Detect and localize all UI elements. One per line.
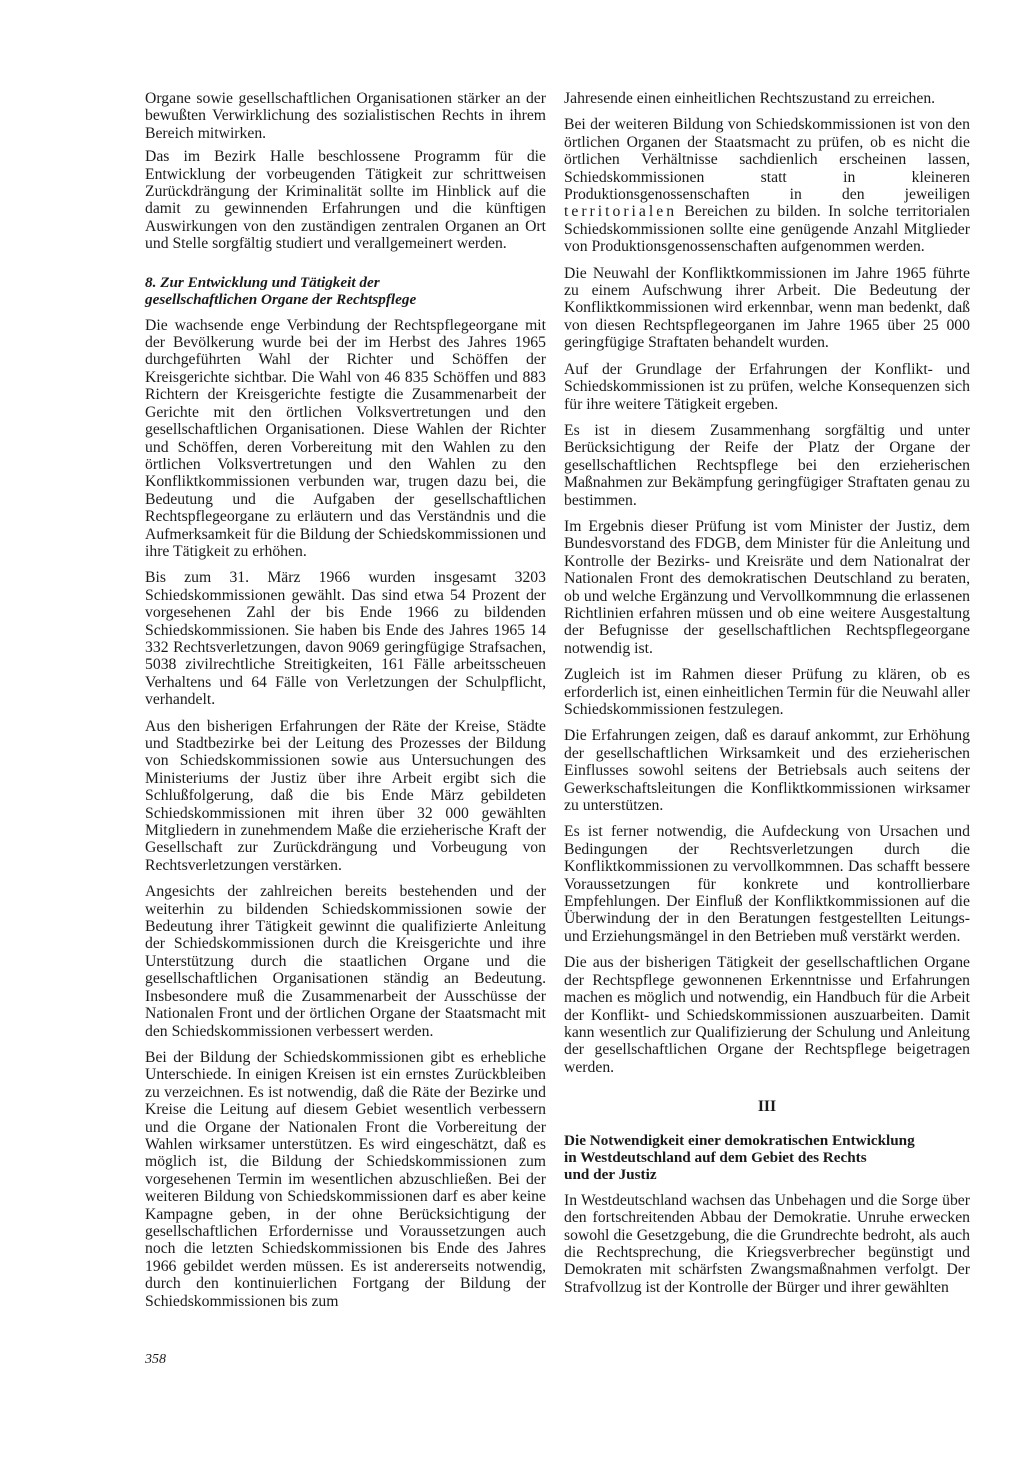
paragraph: Organe sowie gesellschaftlichen Organisationen stärker an der bewußten Verwirklichung des sozialistischen Rechts in ihrem Bereich mitwirken. — [145, 90, 546, 142]
right-column — [564, 90, 970, 1305]
paragraph: In Westdeutschland wachsen das Unbehagen und die Sorge über den fortschreitenden Abbau der Demokratie. Unruhe erwecken sowohl die Gesetzgebung, die die Grundrechte bedroht, als auch die Rechtsprechung, die Kriegsverbrecher begünstigt und Demokraten mit schärfsten Zwangsmaßnahmen verfolgt. Der Strafvollzug ist der Kontrolle der Bürger und ihrer gewählten — [564, 1191, 970, 1296]
paragraph: Bis zum 31. März 1966 wurden insgesamt 3203 Schiedskommissionen gewählt. Das sind etwa 54 Prozent der vorgesehenen Zahl der bis Ende 1966 zu bildenden Schiedskommissionen. Sie haben bis Ende des Jahres 1965 14 332 Rechtsverletzungen, davon 9069 geringfügige Strafsachen, 5038 zivilrechtliche Streitigkeiten, 161 Fälle arbeitsscheuen Verhaltens und 64 Fälle von Verletzungen der Schulpflicht, verhandelt. — [145, 569, 546, 709]
page-number: 358 — [145, 1352, 166, 1367]
paragraph — [564, 116, 970, 255]
paragraph: Die aus der bisherigen Tätigkeit der gesellschaftlichen Organe der Rechtspflege gewonnenen Erkenntnisse und Erfahrungen machen es möglich und notwendig, ein Handbuch für die Arbeit der Konflikt- und Schiedskommissionen auszuarbeiten. Damit kann wesentlich zur Qualifizierung der Schulung und Anleitung der gesellschaftlichen Organe der Rechtspflege beigetragen werden. — [564, 954, 970, 1076]
paragraph: Im Ergebnis dieser Prüfung ist vom Minister der Justiz, dem Bundesvorstand des FDGB, dem Minister für die Anleitung und Kontrolle der Bezirks- und Kreisräte und dem Nationalrat der Nationalen Front des demokratischen Deutschland zu beraten, ob und welche Ergänzung und Vervollkommnung die erlassenen Richtlinien erfahren müssen und ob eine weitere Ausgestaltung der Befugnisse der gesellschaftlichen Rechtspflegeorgane notwendig ist. — [564, 517, 970, 657]
paragraph: Es ist in diesem Zusammenhang sorgfältig und unter Berücksichtigung der Reife der Platz der Organe der gesellschaftlichen Rechtspflege bei den erzieherischen Maßnahmen zur Bekämpfung geringfügiger Straftaten genau zu bestimmen. — [564, 421, 970, 509]
paragraph: Die Neuwahl der Konfliktkommissionen im Jahre 1965 führte zu einem Aufschwung ihrer Arbeit. Die Bedeutung der Konfliktkommissionen wird erkennbar, wenn man bedenkt, daß von diesen Rechtspflegeorganen im Jahre 1965 über 25 000 geringfügige Straftaten behandelt wurden. — [564, 264, 970, 352]
paragraph: Aus den bisherigen Erfahrungen der Räte der Kreise, Städte und Stadtbezirke bei der Leitung des Prozesses der Bildung von Schiedskommissionen sowie aus Untersuchungen des Ministeriums der Justiz über ihre Arbeit ergibt sich die Schlußfolgerung, daß die bis Ende März gebildeten Schiedskommissionen mit ihren über 32 000 gewählten Mitgliedern in zunehmendem Maße die erzieherische Kraft der Gesellschaft zur Zurückdrängung und Vorbeugung von Rechtsverletzungen verstärken. — [145, 717, 546, 874]
paragraph: Angesichts der zahlreichen bereits bestehenden und der weiterhin zu bildenden Schiedskommissionen sowie der Bedeutung ihrer Tätigkeit gewinnt die qualifizierte Anleitung der Schiedskommissionen durch die Kreisgerichte und ihre Unterstützung durch die staatlichen Organe und die gesellschaftlichen Organisationen ständig an Bedeutung. Insbesondere muß die Zusammenarbeit der Ausschüsse der Nationalen Front und der örtlichen Organe der Staatsmacht mit den Schiedskommissionen verbessert werden. — [145, 883, 546, 1040]
chapter-heading-line: und der Justiz — [564, 1166, 657, 1184]
paragraph: Auf der Grundlage der Erfahrungen der Konflikt- und Schiedskommissionen ist zu prüfen, welche Konsequenzen sich für ihre weitere Tätigkeit ergeben. — [564, 360, 970, 413]
paragraph: Die wachsende enge Verbindung der Rechtspflegeorgane mit der Bevölkerung wurde bei der im Herbst des Jahres 1965 durchgeführten Wahl der Richter und Schöffen der Kreisgerichte sichtbar. Die Wahl von 46 835 Schöffen und 883 Richtern der Kreisgerichte festigte die Zusammenarbeit der Gerichte mit den örtlichen Volksvertretungen und den gesellschaftlichen Organisationen. Diese Wahlen der Richter und Schöffen, deren Vorbereitung mit den Wahlen zu den örtlichen Volksvertretungen und den Wahlen zu den Konfliktkommissionen verbunden war, trugen dazu bei, die Bedeutung und die Aufgaben der gesellschaftlichen Rechtspflegeorgane zu erläutern und das Verständnis und die Aufmerksamkeit für die Bildung der Schiedskommissionen und ihre Tätigkeit zu erhöhen. — [145, 316, 546, 560]
chapter-heading — [564, 1132, 970, 1184]
paragraph: Bei der Bildung der Schiedskommissionen gibt es erhebliche Unterschiede. In einigen Kreisen ist ein ernstes Zurückbleiben zu verzeichnen. Es ist notwendig, daß die Räte der Bezirke und Kreise die Leitung auf diesem Gebiet wesentlich verbessern und die Organe der Nationalen Front die Vorbereitung der Wahlen wirksamer unterstützen. Es wird eingeschätzt, daß es möglich ist, die Bildung der Schiedskommissionen zum vorgesehenen Termin im wesentlichen abzuschließen. Bei der weiteren Bildung von Schiedskommissionen darf es aber keine Kampagne geben, in der ohne Berücksichtigung der gesellschaftlichen Erfordernisse und Voraussetzungen auch noch die letzten Schiedskommissionen bis Ende des Jahres 1966 gebildet werden müssen. Es ist andererseits notwendig, durch den kontinuierlichen Fortgang der Bildung der Schiedskommissionen bis zum — [145, 1048, 546, 1310]
paragraph: Die Erfahrungen zeigen, daß es darauf ankommt, zur Erhöhung der gesellschaftlichen Wirksamkeit und des erzieherischen Einflusses sowohl seitens der Betriebsals auch seitens der Gewerkschaftsleitungen die Konfliktkommissionen wirksamer zu unterstützen. — [564, 727, 970, 815]
left-column — [145, 90, 546, 1319]
section-heading-line: gesellschaftlichen Organe der Rechtspflege — [145, 290, 417, 308]
section-heading — [145, 274, 546, 308]
paragraph: Zugleich ist im Rahmen dieser Prüfung zu klären, ob es erforderlich ist, einen einheitlichen Termin für die Neuwahl aller Schiedskommissionen festzulegen. — [564, 666, 970, 718]
section-numeral: III — [757, 1098, 777, 1116]
paragraph: Das im Bezirk Halle beschlossene Programm für die Entwicklung der vorbeugenden Tätigkeit zur schrittweisen Zurückdrängung der Kriminalität sollte im Hinblick auf die damit zu gewinnenden Erfahrungen und die künftigen Auswirkungen von den zuständigen zentralen Organen an Ort und Stelle sorgfältig studiert und verallgemeinert werden. — [145, 148, 546, 253]
paragraph: Es ist ferner notwendig, die Aufdeckung von Ursachen und Bedingungen der Rechtsverletzungen durch die Konfliktkommissionen zu vervollkommnen. Das schafft bessere Voraussetzungen für konkrete und kontrollierbare Empfehlungen. Der Einfluß der Konfliktkommissionen auf die Überwindung der in den Beratungen festgestellten Leitungs- und Erziehungsmängel in den Betrieben muß verstärkt werden. — [564, 823, 970, 945]
paragraph: Jahresende einen einheitlichen Rechtszustand zu erreichen. — [564, 90, 936, 107]
paragraph-text: Bereichen zu bilden. In solche territorialen Schiedskommissionen sollte eine genügende Anzahl Mitglieder von Produktionsgenossenschaften aufgenommen werden. — [564, 203, 970, 256]
spaced-word: territorialen — [564, 203, 678, 221]
chapter-heading-line: Die Notwendigkeit einer demokratischen Entwicklung — [564, 1131, 915, 1149]
section-heading-line: 8. Zur Entwicklung und Tätigkeit der — [145, 273, 380, 291]
paragraph-text: Bei der weiteren Bildung von Schiedskommissionen ist von den örtlichen Organen der Staatsmacht zu prüfen, ob es nicht die örtlichen Verhältnisse sachdienlich erscheinen lassen, Schiedskommissionen statt in kleineren Produktionsgenossenschaften in den jeweiligen — [564, 116, 970, 204]
chapter-heading-line: in Westdeutschland auf dem Gebiet des Rechts — [564, 1148, 867, 1166]
